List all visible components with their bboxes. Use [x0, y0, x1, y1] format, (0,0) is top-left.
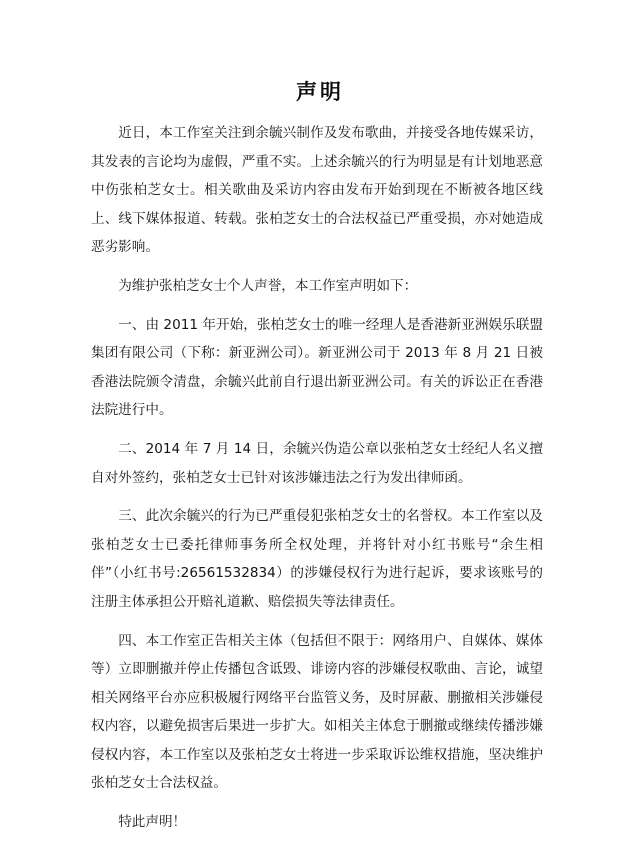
paragraph-point-4: 四、本工作室正告相关主体（包括但不限于：网络用户、自媒体、媒体等）立即删撤并停止传播包含诋毁、诽谤内容的涉嫌侵权歌曲、言论，诚望相关网络平台亦应积极履行网络平台监管义务，及时屏蔽、删撤相关涉嫌侵权内容，以避免损害后果进一步扩大。如相关主体怠于删撤或继续传播涉嫌侵权内容，本工作室以及张柏芝女士将进一步采取诉讼维权措施，坚决维护张柏芝女士合法权益。 — [91, 632, 543, 792]
paragraph-declaration-lead: 为维护张柏芝女士个人声誉，本工作室声明如下： — [118, 277, 418, 294]
paragraph-point-2: 二、2014 年 7 月 14 日，余毓兴伪造公章以张柏芝女士经纪人名义擅自对外签约，张柏芝女士已针对该涉嫌违法之行为发出律师函。 — [91, 440, 543, 486]
paragraph-point-3: 三、此次余毓兴的行为已严重侵犯张柏芝女士的名誉权。本工作室以及张柏芝女士已委托律师事务所全权处理，并将针对小红书账号“余生相伴”（小红书号:26561532834）的涉嫌侵权行为进行起诉，要求该账号的注册主体承担公开赔礼道歉、赔偿损失等法律责任。 — [91, 508, 543, 610]
paragraph-point-1: 一、由 2011 年开始，张柏芝女士的唯一经理人是香港新亚洲娱乐联盟集团有限公司（下称：新亚洲公司）。新亚洲公司于 2013 年 8 月 21 日被香港法院颁令清盘，余毓兴此前自行退出新亚洲公司。有关的诉讼正在香港法院进行中。 — [91, 316, 543, 419]
paragraph-intro: 近日，本工作室关注到余毓兴制作及发布歌曲，并接受各地传媒采访，其发表的言论均为虚假，严重不实。上述余毓兴的行为明显是有计划地恶意中伤张柏芝女士。相关歌曲及采访内容由发布开始到现在不断被各地区线上、线下媒体报道、转载。张柏芝女士的合法权益已严重受损，亦对她造成恶劣影响。 — [91, 125, 543, 256]
document-body — [91, 119, 543, 847]
document-title: 声明 — [296, 80, 344, 104]
paragraph-closing: 特此声明！ — [118, 814, 187, 831]
